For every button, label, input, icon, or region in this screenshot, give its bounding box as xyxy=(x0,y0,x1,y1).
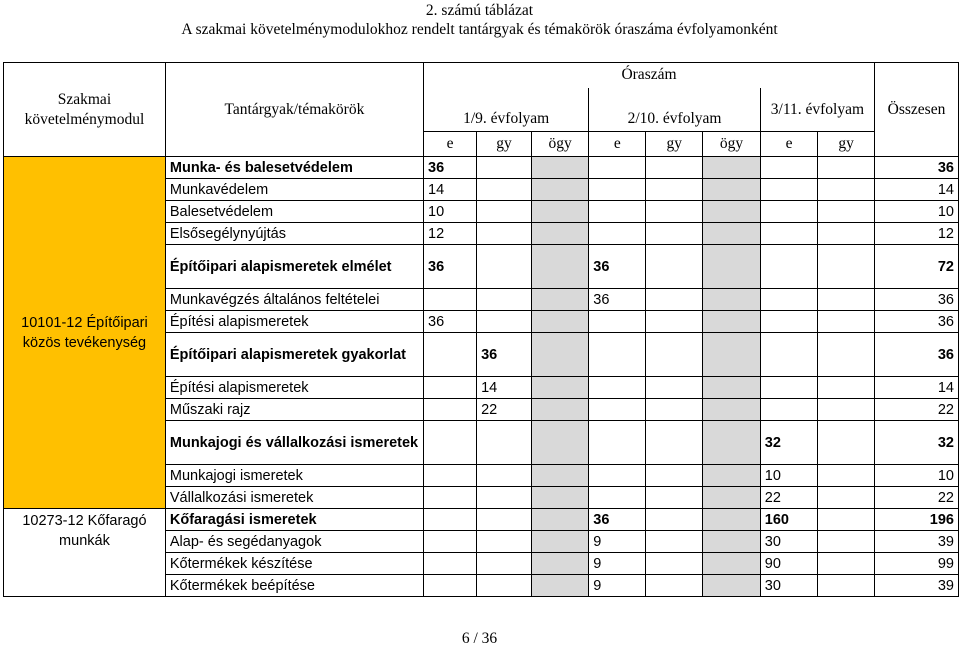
ogy-cell xyxy=(531,333,588,377)
header-modul: Szakmai követelménymodul xyxy=(4,63,166,157)
subject-name: Építőipari alapismeretek elmélet xyxy=(165,245,423,289)
ogy-cell xyxy=(531,245,588,289)
hours-cell-gy1 xyxy=(477,245,532,289)
subject-name: Balesetvédelem xyxy=(165,201,423,223)
hours-cell-gy1 xyxy=(477,289,532,311)
hours-cell-gy2 xyxy=(646,179,703,201)
total-cell: 22 xyxy=(875,487,959,509)
hours-cell-gy2 xyxy=(646,487,703,509)
total-cell: 72 xyxy=(875,245,959,289)
ogy-cell xyxy=(703,509,761,531)
hours-cell-e3: 30 xyxy=(760,531,818,553)
hours-table xyxy=(3,62,959,597)
hours-cell-gy1 xyxy=(477,575,532,597)
hours-cell-gy3 xyxy=(818,223,875,245)
ogy-cell xyxy=(531,553,588,575)
subject-name: Építési alapismeretek xyxy=(165,377,423,399)
hours-cell-gy2 xyxy=(646,421,703,465)
ogy-cell xyxy=(703,223,761,245)
ogy-cell xyxy=(703,377,761,399)
hours-cell-gy2 xyxy=(646,377,703,399)
ogy-cell xyxy=(703,311,761,333)
hours-cell-gy3 xyxy=(818,509,875,531)
hours-cell-gy3 xyxy=(818,421,875,465)
ogy-cell xyxy=(531,465,588,487)
hours-cell-e3 xyxy=(760,333,818,377)
ogy-cell xyxy=(703,289,761,311)
hours-cell-gy2 xyxy=(646,311,703,333)
hours-cell-e3: 30 xyxy=(760,575,818,597)
hours-cell-gy3 xyxy=(818,553,875,575)
ogy-cell xyxy=(703,399,761,421)
total-cell: 99 xyxy=(875,553,959,575)
ogy-cell xyxy=(531,201,588,223)
hours-cell-e1 xyxy=(424,377,477,399)
total-cell: 36 xyxy=(875,311,959,333)
hours-cell-gy1 xyxy=(477,465,532,487)
hours-cell-gy3 xyxy=(818,289,875,311)
ogy-cell xyxy=(703,179,761,201)
hours-cell-gy1 xyxy=(477,487,532,509)
ogy-cell xyxy=(531,311,588,333)
hours-cell-e3 xyxy=(760,245,818,289)
hours-cell-e1 xyxy=(424,509,477,531)
ogy-cell xyxy=(531,399,588,421)
hours-cell-e2 xyxy=(589,311,646,333)
hours-cell-gy1 xyxy=(477,179,532,201)
hours-cell-e2: 36 xyxy=(589,245,646,289)
hours-cell-e2 xyxy=(589,333,646,377)
page-number: 6 / 36 xyxy=(461,630,498,647)
header-evf3: 3/11. évfolyam xyxy=(760,88,874,132)
total-cell: 10 xyxy=(875,465,959,487)
ogy-cell xyxy=(703,245,761,289)
hours-cell-e3: 22 xyxy=(760,487,818,509)
hours-cell-gy1: 22 xyxy=(477,399,532,421)
hours-cell-e1 xyxy=(424,333,477,377)
subject-name: Kőfaragási ismeretek xyxy=(165,509,423,531)
subheader-5: ögy xyxy=(703,132,761,157)
hours-cell-e1 xyxy=(424,289,477,311)
hours-cell-gy1: 14 xyxy=(477,377,532,399)
hours-cell-gy3 xyxy=(818,575,875,597)
hours-cell-e3 xyxy=(760,289,818,311)
hours-cell-e2 xyxy=(589,377,646,399)
total-cell: 36 xyxy=(875,157,959,179)
hours-cell-gy1: 36 xyxy=(477,333,532,377)
hours-cell-gy1 xyxy=(477,201,532,223)
total-cell: 14 xyxy=(875,377,959,399)
total-cell: 12 xyxy=(875,223,959,245)
hours-cell-e1 xyxy=(424,553,477,575)
ogy-cell xyxy=(703,553,761,575)
hours-cell-gy3 xyxy=(818,487,875,509)
hours-cell-e2 xyxy=(589,223,646,245)
hours-cell-gy2 xyxy=(646,245,703,289)
hours-cell-e2: 9 xyxy=(589,531,646,553)
total-cell: 22 xyxy=(875,399,959,421)
hours-cell-gy1 xyxy=(477,157,532,179)
hours-cell-e1: 36 xyxy=(424,157,477,179)
ogy-cell xyxy=(531,179,588,201)
hours-cell-e2 xyxy=(589,487,646,509)
subject-name: Vállalkozási ismeretek xyxy=(165,487,423,509)
hours-cell-gy3 xyxy=(818,179,875,201)
ogy-cell xyxy=(531,487,588,509)
table-number: 2. számú táblázat xyxy=(425,2,534,19)
ogy-cell xyxy=(531,223,588,245)
subheader-0: e xyxy=(424,132,477,157)
hours-cell-gy2 xyxy=(646,575,703,597)
hours-cell-gy1 xyxy=(477,509,532,531)
ogy-cell xyxy=(703,421,761,465)
subheader-2: ögy xyxy=(531,132,588,157)
subject-name: Műszaki rajz xyxy=(165,399,423,421)
ogy-cell xyxy=(703,157,761,179)
hours-cell-e3 xyxy=(760,223,818,245)
hours-cell-e3 xyxy=(760,179,818,201)
subject-name: Kőtermékek készítése xyxy=(165,553,423,575)
table-row xyxy=(4,157,959,179)
subject-name: Munkajogi ismeretek xyxy=(165,465,423,487)
hours-cell-e1: 10 xyxy=(424,201,477,223)
ogy-cell xyxy=(531,509,588,531)
subheader-7: gy xyxy=(818,132,875,157)
hours-cell-gy3 xyxy=(818,333,875,377)
hours-cell-e1 xyxy=(424,399,477,421)
subheader-1: gy xyxy=(477,132,532,157)
hours-cell-e2: 9 xyxy=(589,553,646,575)
hours-cell-e3: 90 xyxy=(760,553,818,575)
hours-cell-e2: 36 xyxy=(589,509,646,531)
ogy-cell xyxy=(703,465,761,487)
hours-cell-gy1 xyxy=(477,553,532,575)
hours-cell-e3: 160 xyxy=(760,509,818,531)
hours-cell-gy3 xyxy=(818,399,875,421)
subject-name: Munkajogi és vállalkozási ismeretek xyxy=(165,421,423,465)
header-osszesen: Összesen xyxy=(875,63,959,157)
total-cell: 14 xyxy=(875,179,959,201)
hours-cell-gy1 xyxy=(477,311,532,333)
subheader-6: e xyxy=(760,132,818,157)
ogy-cell xyxy=(531,377,588,399)
hours-cell-e2 xyxy=(589,421,646,465)
total-cell: 196 xyxy=(875,509,959,531)
table-title: A szakmai követelménymodulokhoz rendelt tantárgyak és témakörök óraszáma évfolyamonként xyxy=(181,21,778,38)
hours-cell-e2 xyxy=(589,465,646,487)
total-cell: 36 xyxy=(875,333,959,377)
hours-cell-gy1 xyxy=(477,531,532,553)
hours-cell-e1 xyxy=(424,531,477,553)
hours-cell-gy2 xyxy=(646,531,703,553)
hours-cell-e1: 36 xyxy=(424,245,477,289)
subject-name: Munka- és balesetvédelem xyxy=(165,157,423,179)
hours-cell-gy3 xyxy=(818,157,875,179)
total-cell: 39 xyxy=(875,531,959,553)
ogy-cell xyxy=(703,333,761,377)
header-tantargy: Tantárgyak/témakörök xyxy=(165,63,423,157)
ogy-cell xyxy=(531,575,588,597)
ogy-cell xyxy=(703,575,761,597)
hours-cell-e2: 9 xyxy=(589,575,646,597)
header-oraszam: Óraszám xyxy=(424,63,875,88)
hours-cell-gy3 xyxy=(818,311,875,333)
hours-cell-e1: 14 xyxy=(424,179,477,201)
hours-cell-e3 xyxy=(760,399,818,421)
hours-cell-e3: 32 xyxy=(760,421,818,465)
total-cell: 39 xyxy=(875,575,959,597)
hours-cell-gy3 xyxy=(818,377,875,399)
hours-cell-e1: 36 xyxy=(424,311,477,333)
hours-cell-e3 xyxy=(760,377,818,399)
hours-cell-gy2 xyxy=(646,399,703,421)
hours-cell-gy3 xyxy=(818,531,875,553)
ogy-cell xyxy=(531,531,588,553)
hours-cell-e1 xyxy=(424,465,477,487)
total-cell: 36 xyxy=(875,289,959,311)
ogy-cell xyxy=(703,531,761,553)
hours-cell-gy2 xyxy=(646,333,703,377)
hours-cell-e2 xyxy=(589,399,646,421)
hours-cell-e2 xyxy=(589,157,646,179)
hours-cell-gy2 xyxy=(646,509,703,531)
subject-name: Kőtermékek beépítése xyxy=(165,575,423,597)
subject-name: Munkavédelem xyxy=(165,179,423,201)
hours-cell-e3 xyxy=(760,157,818,179)
hours-cell-e2: 36 xyxy=(589,289,646,311)
total-cell: 10 xyxy=(875,201,959,223)
hours-cell-e3: 10 xyxy=(760,465,818,487)
subheader-4: gy xyxy=(646,132,703,157)
ogy-cell xyxy=(703,487,761,509)
hours-cell-gy1 xyxy=(477,421,532,465)
module-name: 10273-12 Kőfaragó munkák xyxy=(4,509,166,597)
hours-cell-gy2 xyxy=(646,289,703,311)
hours-cell-gy3 xyxy=(818,245,875,289)
hours-cell-e1: 12 xyxy=(424,223,477,245)
header-evf1: 1/9. évfolyam xyxy=(424,88,589,132)
hours-cell-e3 xyxy=(760,311,818,333)
hours-cell-gy2 xyxy=(646,465,703,487)
hours-cell-e3 xyxy=(760,201,818,223)
table-row xyxy=(4,509,959,531)
ogy-cell xyxy=(531,421,588,465)
ogy-cell xyxy=(531,157,588,179)
ogy-cell xyxy=(703,201,761,223)
hours-cell-e1 xyxy=(424,421,477,465)
hours-cell-gy3 xyxy=(818,201,875,223)
subject-name: Építési alapismeretek xyxy=(165,311,423,333)
subheader-3: e xyxy=(589,132,646,157)
subject-name: Munkavégzés általános feltételei xyxy=(165,289,423,311)
ogy-cell xyxy=(531,289,588,311)
hours-cell-gy1 xyxy=(477,223,532,245)
hours-cell-e1 xyxy=(424,487,477,509)
header-evf2: 2/10. évfolyam xyxy=(589,88,761,132)
subject-name: Elsősegélynyújtás xyxy=(165,223,423,245)
total-cell: 32 xyxy=(875,421,959,465)
hours-cell-e2 xyxy=(589,201,646,223)
hours-cell-e2 xyxy=(589,179,646,201)
hours-cell-gy3 xyxy=(818,465,875,487)
subject-name: Építőipari alapismeretek gyakorlat xyxy=(165,333,423,377)
subject-name: Alap- és segédanyagok xyxy=(165,531,423,553)
hours-cell-gy2 xyxy=(646,157,703,179)
hours-cell-gy2 xyxy=(646,201,703,223)
hours-cell-gy2 xyxy=(646,553,703,575)
hours-cell-gy2 xyxy=(646,223,703,245)
module-name: 10101-12 Építőipari közös tevékenység xyxy=(4,157,166,509)
hours-cell-e1 xyxy=(424,575,477,597)
